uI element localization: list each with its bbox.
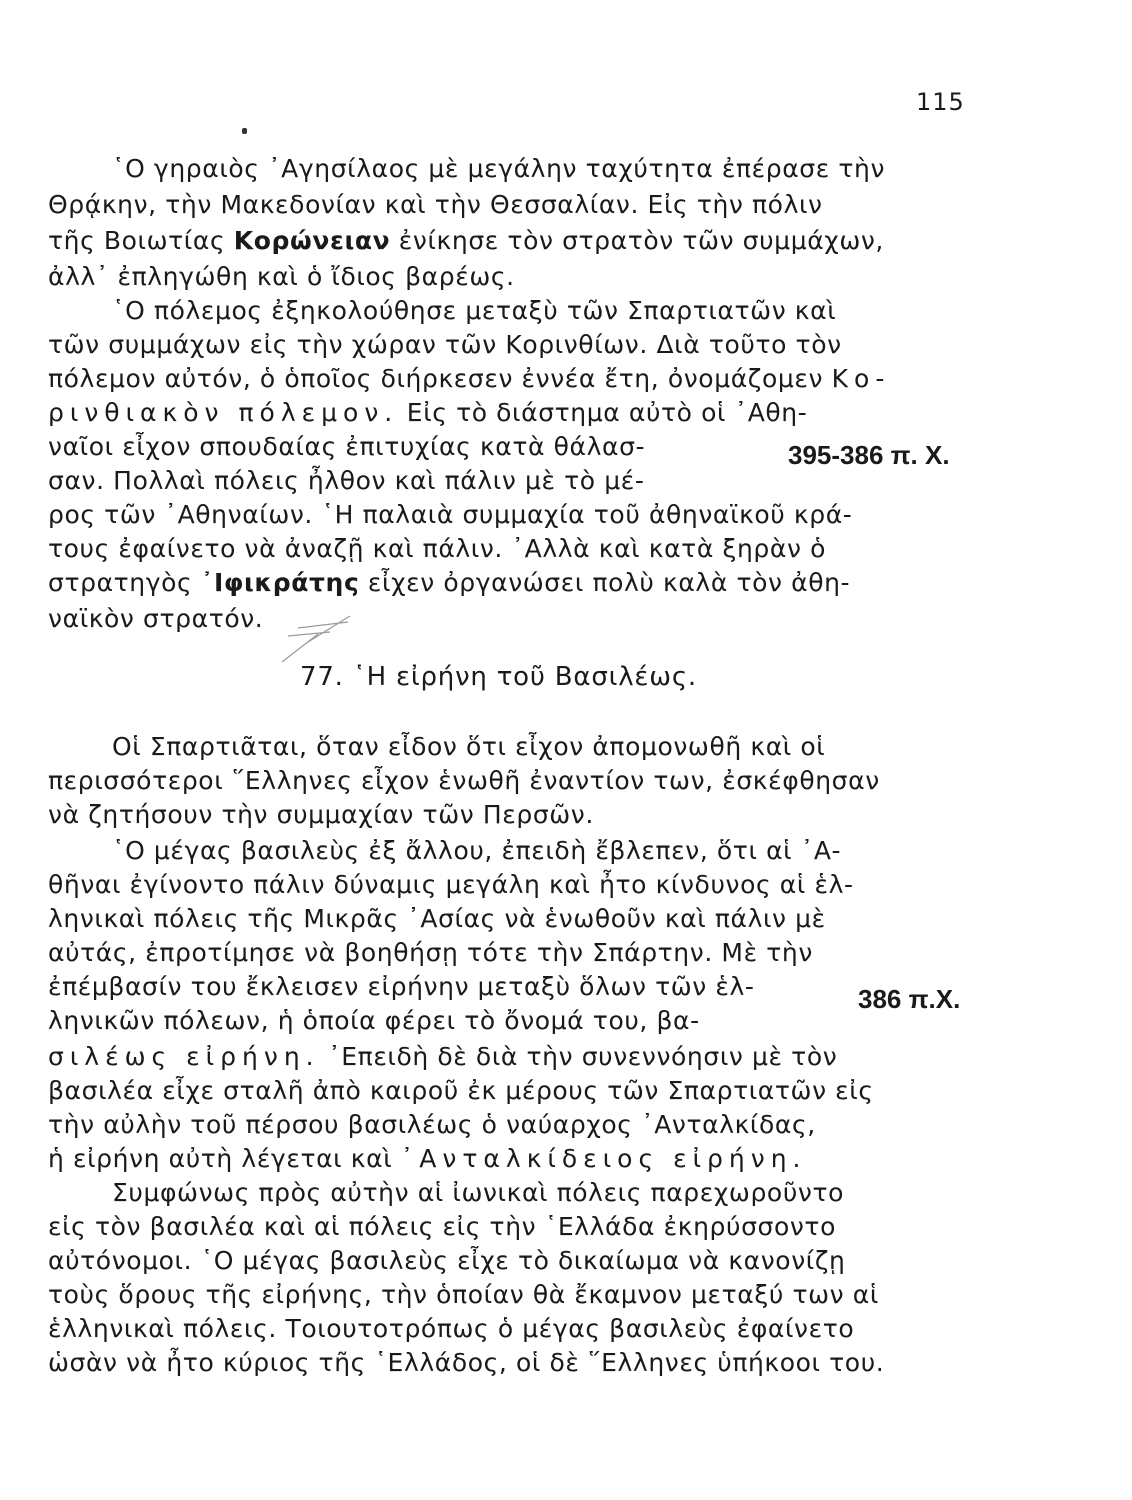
text-line: νὰ ζητήσουν τὴν συμμαχίαν τῶν Περσῶν. [48, 800, 594, 829]
bold-place-name: Κορώνειαν [233, 226, 391, 255]
page-number: 115 [916, 88, 965, 116]
text-line: ῾Ο μέγας βασιλεὺς ἐξ ἄλλου, ἐπειδὴ ἔβλεπεν, ὅτι αἱ ᾿Α- [112, 836, 842, 865]
text-line: ναϊκὸν στρατόν. [48, 604, 264, 633]
text-line: σαν. Πολλαὶ πόλεις ἦλθον καὶ πάλιν μὲ τὸ μέ- [48, 466, 645, 495]
bold-person-name: ᾿Ιφικράτης [200, 568, 360, 597]
text-line: στρατηγὸς ᾿Ιφικράτης εἶχεν ὀργανώσει πολὺ καλὰ τὸν ἀθη- [48, 568, 851, 597]
text-line: ρος τῶν ᾿Αθηναίων. ῾Η παλαιὰ συμμαχία τοῦ ἀθηναϊκοῦ κρά- [48, 500, 853, 529]
section-heading: 77. ῾Η εἰρήνη τοῦ Βασιλέως. [300, 662, 697, 692]
text-line: τοὺς ὅρους τῆς εἰρήνης, τὴν ὁποίαν θὰ ἔκαμνον μεταξύ των αἱ [48, 1280, 879, 1309]
text-line: τους ἐφαίνετο νὰ ἀναζῇ καὶ πάλιν. ᾿Αλλὰ καὶ κατὰ ξηρὰν ὁ [48, 534, 826, 563]
text-line: σιλέως εἰρήνη. ᾿Επειδὴ δὲ διὰ τὴν συνεννόησιν μὲ τὸν [48, 1042, 838, 1071]
text-line: εἰς τὸν βασιλέα καὶ αἱ πόλεις εἰς τὴν ῾Ελλάδα ἐκηρύσσοντο [48, 1212, 836, 1241]
text-line: τὴν αὐλὴν τοῦ πέρσου βασιλέως ὁ ναύαρχος ᾿Ανταλκίδας, [48, 1110, 816, 1139]
text-line: ἐπέμβασίν του ἔκλεισεν εἰρήνην μεταξὺ ὅλων τῶν ἑλ- [48, 972, 755, 1001]
text-line: πόλεμον αὐτόν, ὁ ὁποῖος διήρκεσεν ἐννέα ἔτη, ὀνομάζομεν Κο- [48, 364, 891, 393]
text-line: τῆς Βοιωτίας Κορώνειαν ἐνίκησε τὸν στρατὸν τῶν συμμάχων, [48, 226, 884, 255]
text-line: Θρᾴκην, τὴν Μακεδονίαν καὶ τὴν Θεσσαλίαν. Εἰς τὴν πόλιν [48, 190, 823, 219]
text-line: ῾Ο γηραιὸς ᾿Αγησίλαος μὲ μεγάλην ταχύτητα ἐπέρασε τὴν [112, 154, 886, 183]
text-line: αὐτόνομοι. ῾Ο μέγας βασιλεὺς εἶχε τὸ δικαίωμα νὰ κανονίζῃ [48, 1246, 846, 1275]
text-line: ἀλλ᾿ ἐπληγώθη καὶ ὁ ἴδιος βαρέως. [48, 262, 515, 291]
text-line: ὡσὰν νὰ ἦτο κύριος τῆς ῾Ελλάδος, οἱ δὲ ῞Ελληνες ὑπήκοοι του. [48, 1348, 885, 1377]
margin-date-note: 395-386 π. Χ. [788, 440, 950, 470]
text-line: ἑλληνικαὶ πόλεις. Τοιουτοτρόπως ὁ μέγας βασιλεὺς ἐφαίνετο [48, 1314, 855, 1343]
text-line: βασιλέα εἶχε σταλῆ ἀπὸ καιροῦ ἐκ μέρους τῶν Σπαρτιατῶν εἰς [48, 1076, 874, 1105]
text-line: θῆναι ἐγίνοντο πάλιν δύναμις μεγάλη καὶ ἦτο κίνδυνος αἱ ἑλ- [48, 870, 854, 899]
text-line: ναῖοι εἶχον σπουδαίας ἐπιτυχίας κατὰ θάλασ- [48, 432, 646, 461]
text-line: τῶν συμμάχων εἰς τὴν χώραν τῶν Κορινθίων. Διὰ τοῦτο τὸν [48, 330, 842, 359]
text-line: ἡ εἰρήνη αὐτὴ λέγεται καὶ ᾿Ανταλκίδειος εἰρήνη. [48, 1144, 807, 1173]
text-line: ρινθιακὸν πόλεμον. Εἰς τὸ διάστημα αὐτὸ οἱ ᾿Αθη- [48, 398, 808, 427]
text-line: αὐτάς, ἐπροτίμησε νὰ βοηθήσῃ τότε τὴν Σπάρτην. Μὲ τὴν [48, 938, 813, 967]
text-line: ληνικῶν πόλεων, ἡ ὁποία φέρει τὸ ὄνομά του, βα- [48, 1006, 700, 1035]
text-line: ληνικαὶ πόλεις τῆς Μικρᾶς ᾿Ασίας νὰ ἑνωθοῦν καὶ πάλιν μὲ [48, 904, 826, 933]
spaced-peace-name: ᾿Ανταλκίδειος εἰρήνη. [400, 1144, 807, 1173]
text-line: Οἱ Σπαρτιᾶται, ὅταν εἶδον ὅτι εἶχον ἀπομονωθῆ καὶ οἱ [112, 732, 826, 761]
margin-date-note: 386 π.Χ. [858, 984, 961, 1014]
ink-mark [242, 128, 247, 134]
pencil-scribble-mark [278, 606, 368, 666]
text-line: Συμφώνως πρὸς αὐτὴν αἱ ἰωνικαὶ πόλεις παρεχωροῦντο [112, 1178, 844, 1207]
text-line: ῾Ο πόλεμος ἐξηκολούθησε μεταξὺ τῶν Σπαρτιατῶν καὶ [112, 296, 837, 325]
text-line: περισσότεροι ῞Ελληνες εἶχον ἑνωθῆ ἐναντίον των, ἐσκέφθησαν [48, 766, 880, 795]
